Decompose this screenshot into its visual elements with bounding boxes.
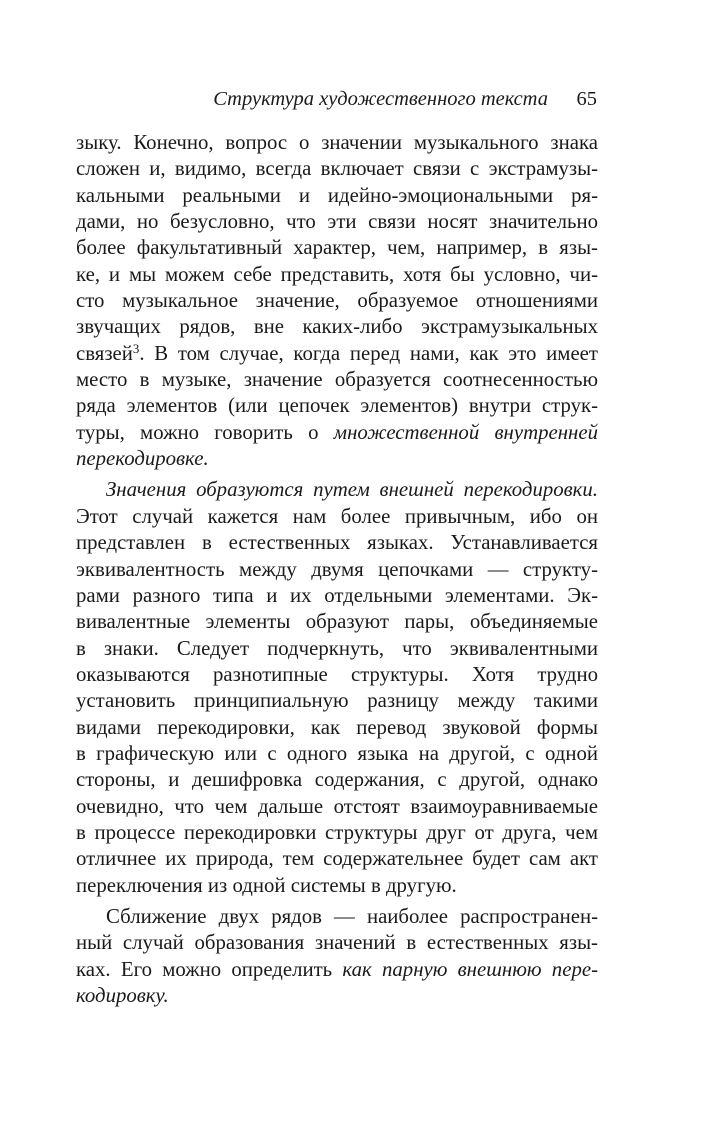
- text-line: представлен в естественных языках. Устанавливается: [76, 531, 598, 555]
- footnote-marker: 3: [132, 341, 140, 356]
- text-line: ряда элементов (или цепочек элементов) внутри струк-: [76, 394, 598, 418]
- text-line: ный случай образования значений в естественных язы-: [76, 931, 598, 955]
- text-line: дами, но безусловно, что эти связи носят значительно: [76, 210, 598, 234]
- text-line: зыку. Конечно, вопрос о значении музыкального знака: [76, 131, 598, 154]
- text-line: в графическую или с одного языка на другой, с одной: [76, 741, 598, 765]
- text-line: ке, и мы можем себе представить, хотя бы условно, чи-: [76, 262, 598, 286]
- body-text: [76, 130, 598, 1009]
- text-line: сто музыкальное значение, образуемое отношениями: [76, 289, 598, 313]
- text-run: связей: [76, 341, 133, 365]
- text-line: место в музыке, значение образуется соотнесенностью: [76, 368, 598, 392]
- text-line: рами разного типа и их отдельными элементами. Эк-: [76, 583, 598, 607]
- page-number: 65: [576, 88, 597, 110]
- text-line: [76, 420, 598, 446]
- text-line: вивалентные элементы образуют пары, объединяемые: [76, 610, 598, 634]
- text-line: сложен и, видимо, всегда включает связи с экстрамузы-: [76, 157, 598, 181]
- italic-term: множественной внутренней: [333, 420, 598, 444]
- text-run: туры, можно говорить о: [76, 420, 334, 444]
- text-line: в знаки. Следует подчеркнуть, что эквивалентными: [76, 636, 598, 660]
- text-line: стороны, и дешифровка содержания, с другой, однако: [76, 768, 598, 792]
- text-line: переключения из одной системы в другую.: [76, 873, 457, 897]
- text-line: видами перекодировки, как перевод звуковой формы: [76, 715, 598, 739]
- text-line: установить принципиальную разницу между такими: [76, 689, 598, 713]
- text-line: Сближение двух рядов — наиболее распространен-: [106, 904, 598, 928]
- text-line: кальными реальными и идейно-эмоциональными ря-: [76, 183, 598, 207]
- text-line: в процессе перекодировки структуры друг от друга, чем: [76, 820, 598, 844]
- running-header: [0, 84, 709, 114]
- running-title: Структура художественного текста: [213, 88, 548, 110]
- text-run: . В том случае, когда перед нами, как это имеет: [139, 341, 598, 365]
- text-line: отличнее их природа, тем содержательнее будет сам акт: [76, 847, 598, 871]
- italic-term: как парную внешнюю пере-: [342, 957, 598, 981]
- text-run: ках. Его можно определить: [76, 957, 343, 981]
- text-line: [76, 957, 598, 983]
- text-line: эквивалентность между двумя цепочками — структу-: [76, 557, 598, 581]
- text-line: Этот случай кажется нам более привычным, ибо он: [76, 504, 598, 528]
- text-line: звучащих рядов, вне каких-либо экстрамузыкальных: [76, 315, 598, 339]
- italic-term: кодировку.: [76, 984, 169, 1007]
- text-line: очевидно, что чем дальше отстоят взаимоуравниваемые: [76, 794, 598, 818]
- text-line: более факультативный характер, чем, например, в язы-: [76, 236, 598, 260]
- italic-lead: Значения образуются путем внешней перекодировки.: [106, 478, 598, 502]
- italic-term: перекодировке.: [76, 447, 209, 471]
- text-line: [76, 341, 598, 367]
- text-line: оказываются разнотипные структуры. Хотя трудно: [76, 662, 598, 686]
